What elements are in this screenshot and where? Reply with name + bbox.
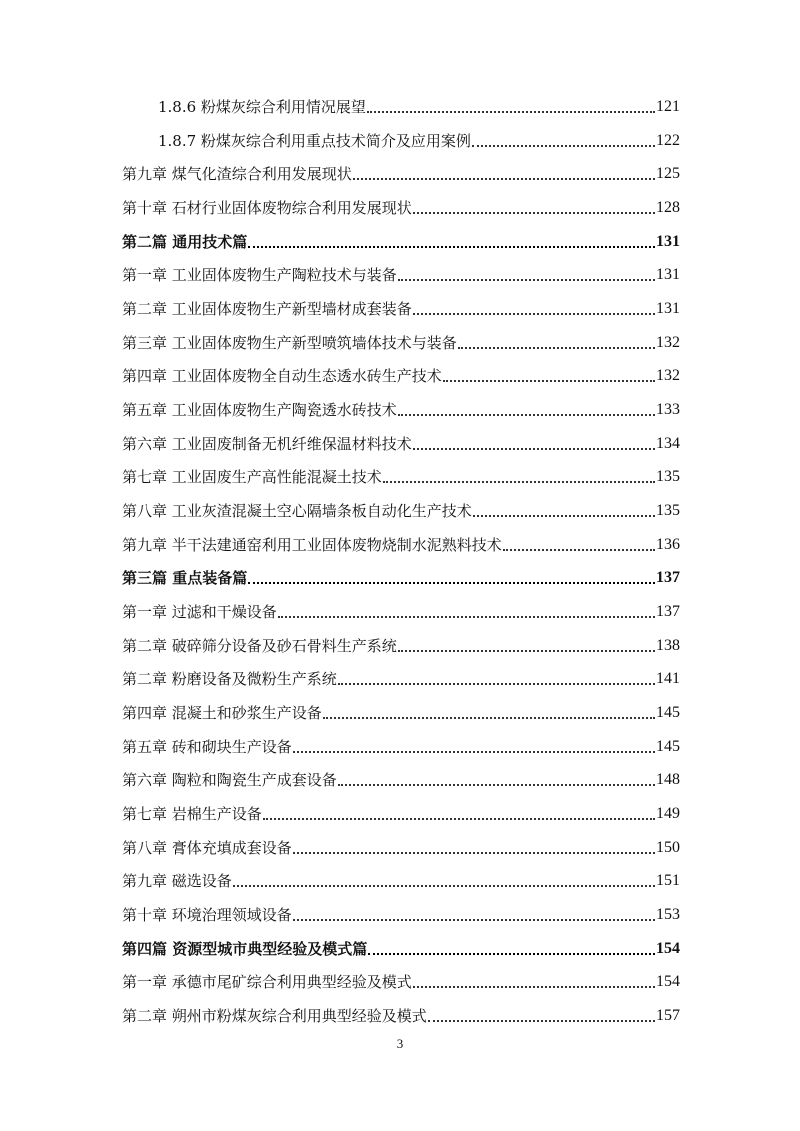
toc-entry[interactable] bbox=[122, 500, 680, 522]
toc-entry-page: 145 bbox=[656, 704, 680, 722]
toc-entry-page: 131 bbox=[656, 232, 680, 250]
dot-leader bbox=[413, 312, 655, 315]
toc-entry-page: 125 bbox=[656, 165, 680, 183]
toc-entry-title: 1.8.6 粉煤灰综合利用情况展望 bbox=[158, 98, 366, 116]
toc-entry[interactable] bbox=[122, 466, 680, 488]
toc-entry[interactable] bbox=[158, 96, 680, 118]
toc-entry-title: 第二章 破碎筛分设备及砂石骨料生产系统 bbox=[122, 636, 397, 655]
toc-entry-title: 第三章 工业固体废物生产新型喷筑墙体技术与装备 bbox=[122, 333, 457, 352]
toc-entry-title: 第七章 工业固废生产高性能混凝土技术 bbox=[122, 468, 382, 487]
dot-leader bbox=[458, 346, 655, 349]
toc-entry-page: 138 bbox=[656, 636, 680, 654]
dot-leader bbox=[367, 110, 655, 113]
toc-entry-title: 第一章 承德市尾矿综合利用典型经验及模式 bbox=[122, 973, 412, 992]
toc-entry-page: 128 bbox=[656, 199, 680, 216]
toc-entry-page: 157 bbox=[656, 1007, 680, 1025]
dot-leader bbox=[368, 952, 655, 955]
toc-entry-page: 137 bbox=[656, 569, 680, 587]
toc-entry-title: 第二章 朔州市粉煤灰综合利用典型经验及模式 bbox=[122, 1007, 427, 1026]
toc-entry-page: 132 bbox=[656, 333, 680, 351]
dot-leader bbox=[398, 649, 655, 652]
dot-leader bbox=[413, 447, 655, 450]
dot-leader bbox=[413, 211, 655, 214]
toc-entry-page: 131 bbox=[656, 266, 680, 284]
toc-entry[interactable] bbox=[122, 803, 680, 825]
toc-entry-title: 第十章 石材行业固体废物综合利用发展现状 bbox=[122, 199, 412, 217]
dot-leader bbox=[443, 379, 655, 382]
dot-leader bbox=[503, 548, 655, 551]
toc-entry[interactable] bbox=[122, 332, 680, 354]
toc-entry[interactable] bbox=[122, 567, 680, 589]
toc-entry-title: 第五章 砖和砌块生产设备 bbox=[122, 737, 292, 756]
toc-entry[interactable] bbox=[122, 163, 680, 185]
toc-entry-page: 132 bbox=[656, 367, 680, 385]
toc-entry-page: 154 bbox=[656, 973, 680, 991]
toc-entry[interactable] bbox=[122, 534, 680, 556]
toc-entry[interactable] bbox=[122, 399, 680, 421]
toc-entry-title: 第四章 工业固体废物全自动生态透水砖生产技术 bbox=[122, 367, 442, 386]
toc-entry-page: 154 bbox=[656, 939, 680, 957]
toc-entry-title: 第四篇 资源型城市典型经验及模式篇 bbox=[122, 939, 368, 958]
toc-entry[interactable] bbox=[122, 264, 680, 286]
toc-entry[interactable] bbox=[122, 904, 680, 926]
toc-entry[interactable] bbox=[122, 635, 680, 657]
toc-entry-page: 148 bbox=[656, 771, 680, 789]
dot-leader bbox=[248, 581, 655, 584]
toc-entry[interactable] bbox=[122, 1005, 680, 1027]
dot-leader bbox=[278, 615, 655, 618]
toc-entry[interactable] bbox=[122, 197, 680, 219]
toc-entry-title: 第八章 工业灰渣混凝土空心隔墙条板自动化生产技术 bbox=[122, 502, 472, 521]
page-number: 3 bbox=[396, 1036, 404, 1051]
toc-entry-title: 第五章 工业固体废物生产陶瓷透水砖技术 bbox=[122, 401, 397, 420]
toc-entry[interactable] bbox=[122, 365, 680, 387]
toc-entry-title: 第七章 岩棉生产设备 bbox=[122, 805, 262, 824]
toc-entry-page: 145 bbox=[656, 737, 680, 755]
toc-entry[interactable] bbox=[122, 938, 680, 960]
dot-leader bbox=[323, 716, 655, 719]
toc-entry-title: 第一章 过滤和干燥设备 bbox=[122, 603, 277, 622]
toc-entry-title: 第三篇 重点装备篇 bbox=[122, 569, 248, 588]
toc-entry-title: 第一章 工业固体废物生产陶粒技术与装备 bbox=[122, 266, 397, 285]
dot-leader bbox=[293, 750, 655, 753]
toc-entry[interactable] bbox=[122, 837, 680, 859]
dot-leader bbox=[338, 682, 655, 685]
toc-entry-page: 150 bbox=[656, 838, 680, 856]
toc-entry[interactable] bbox=[122, 870, 680, 892]
toc-entry-page: 131 bbox=[656, 300, 680, 318]
toc-entry-title: 第六章 工业固废制备无机纤维保温材料技术 bbox=[122, 434, 412, 453]
dot-leader bbox=[473, 514, 655, 517]
toc-entry[interactable] bbox=[122, 298, 680, 320]
dot-leader bbox=[263, 817, 655, 820]
dot-leader bbox=[398, 278, 655, 281]
toc-entry[interactable] bbox=[158, 130, 680, 152]
toc-entry-page: 141 bbox=[656, 670, 680, 688]
dot-leader bbox=[472, 144, 655, 147]
dot-leader bbox=[353, 177, 655, 180]
toc-entry-title: 第二章 粉磨设备及微粉生产系统 bbox=[122, 670, 337, 689]
dot-leader bbox=[293, 851, 655, 854]
toc-entry-page: 153 bbox=[656, 906, 680, 924]
toc-entry[interactable] bbox=[122, 601, 680, 623]
dot-leader bbox=[293, 918, 655, 921]
toc-entry-title: 第四章 混凝土和砂浆生产设备 bbox=[122, 704, 322, 723]
toc-entry-page: 135 bbox=[656, 468, 680, 486]
toc-entry-page: 137 bbox=[656, 603, 680, 621]
toc-entry-page: 135 bbox=[656, 502, 680, 520]
toc-entry-page: 133 bbox=[656, 401, 680, 419]
toc-entry-page: 122 bbox=[656, 131, 680, 149]
dot-leader bbox=[398, 413, 655, 416]
dot-leader bbox=[383, 480, 655, 483]
toc-entry-page: 121 bbox=[656, 98, 680, 115]
toc-entry-title: 第八章 膏体充填成套设备 bbox=[122, 838, 292, 857]
toc-entry[interactable] bbox=[122, 736, 680, 758]
toc-entry-title: 第二章 工业固体废物生产新型墙材成套装备 bbox=[122, 300, 412, 319]
toc-entry[interactable] bbox=[122, 769, 680, 791]
toc-entry-title: 第十章 环境治理领域设备 bbox=[122, 906, 292, 925]
toc-entry-page: 151 bbox=[656, 872, 680, 890]
toc-entry-page: 134 bbox=[656, 434, 680, 452]
toc-entry-page: 149 bbox=[656, 805, 680, 823]
toc-entry[interactable] bbox=[122, 231, 680, 253]
dot-leader bbox=[413, 985, 655, 988]
toc-entry[interactable] bbox=[122, 702, 680, 724]
toc-entry-title: 1.8.7 粉煤灰综合利用重点技术简介及应用案例 bbox=[158, 131, 471, 150]
toc-entry-page: 136 bbox=[656, 535, 680, 553]
toc-entry[interactable] bbox=[122, 971, 680, 993]
toc-entry-title: 第六章 陶粒和陶瓷生产成套设备 bbox=[122, 771, 337, 790]
toc-entry-title: 第九章 半干法建通窑利用工业固体废物烧制水泥熟料技术 bbox=[122, 535, 502, 554]
toc-entry-title: 第二篇 通用技术篇 bbox=[122, 232, 248, 251]
toc-entry[interactable] bbox=[122, 668, 680, 690]
toc-entry-title: 第九章 煤气化渣综合利用发展现状 bbox=[122, 165, 352, 184]
dot-leader bbox=[248, 245, 655, 248]
dot-leader bbox=[338, 783, 655, 786]
dot-leader bbox=[233, 884, 655, 887]
toc-entry-title: 第九章 磁选设备 bbox=[122, 872, 232, 891]
dot-leader bbox=[428, 1019, 655, 1022]
toc-entry[interactable] bbox=[122, 433, 680, 455]
